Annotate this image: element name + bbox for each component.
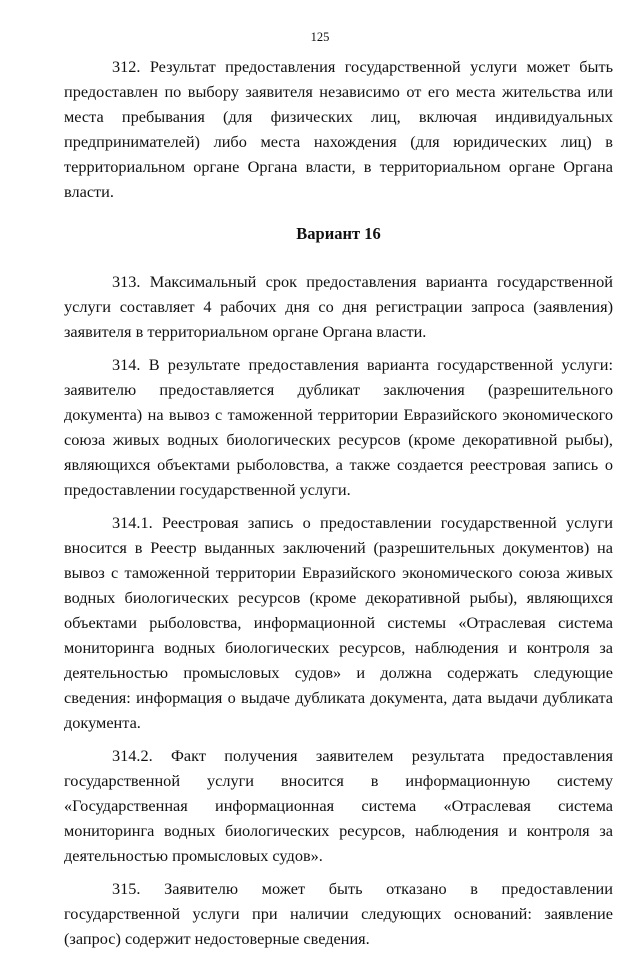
document-body <box>64 54 613 959</box>
paragraph-312: 312. Результат предоставления государственной услуги может быть предоставлен по выбору заявителя независимо от его места жительства или места пребывания (для физических лиц, включая индивидуальных предпринимателей) либо места нахождения (для юридических лиц) в территориальном органе Органа власти, в территориальном органе Органа власти. <box>64 57 613 201</box>
page-number: 125 <box>310 30 330 44</box>
paragraph-314-2: 314.2. Факт получения заявителем результата предоставления государственной услуги вносится в информационную систему «Государственная информационная система «Отраслевая система мониторинга водных биологических ресурсов, наблюдения и контроля за деятельностью промысловых судов». <box>64 746 613 865</box>
section-heading-variant-16: Вариант 16 <box>296 224 381 243</box>
paragraph-313: 313. Максимальный срок предоставления варианта государственной услуги составляет 4 рабочих дня со дня регистрации запроса (заявления) заявителя в территориальном органе Органа власти. <box>64 272 613 341</box>
paragraph-315: 315. Заявителю может быть отказано в предоставлении государственной услуги при наличии следующих оснований: заявление (запрос) содержит недостоверные сведения. <box>64 879 613 948</box>
paragraph-314-1: 314.1. Реестровая запись о предоставлении государственной услуги вносится в Реестр выданных заключений (разрешительных документов) на вывоз с таможенной территории Евразийского экономического союза живых водных биологических ресурсов (кроме декоративной рыбы), являющихся объектами рыболовства, информационной системы «Отраслевая система мониторинга водных биологических ресурсов, наблюдения и контроля за деятельностью промысловых судов» и должна содержать следующие сведения: информация о выдаче дубликата документа, дата выдачи дубликата документа. <box>64 513 613 732</box>
paragraph-314: 314. В результате предоставления варианта государственной услуги: заявителю предоставляется дубликат заключения (разрешительного документа) на вывоз с таможенной территории Евразийского экономического союза живых водных биологических ресурсов (кроме декоративной рыбы), являющихся объектами рыболовства, а также создается реестровая запись о предоставлении государственной услуги. <box>64 355 613 499</box>
